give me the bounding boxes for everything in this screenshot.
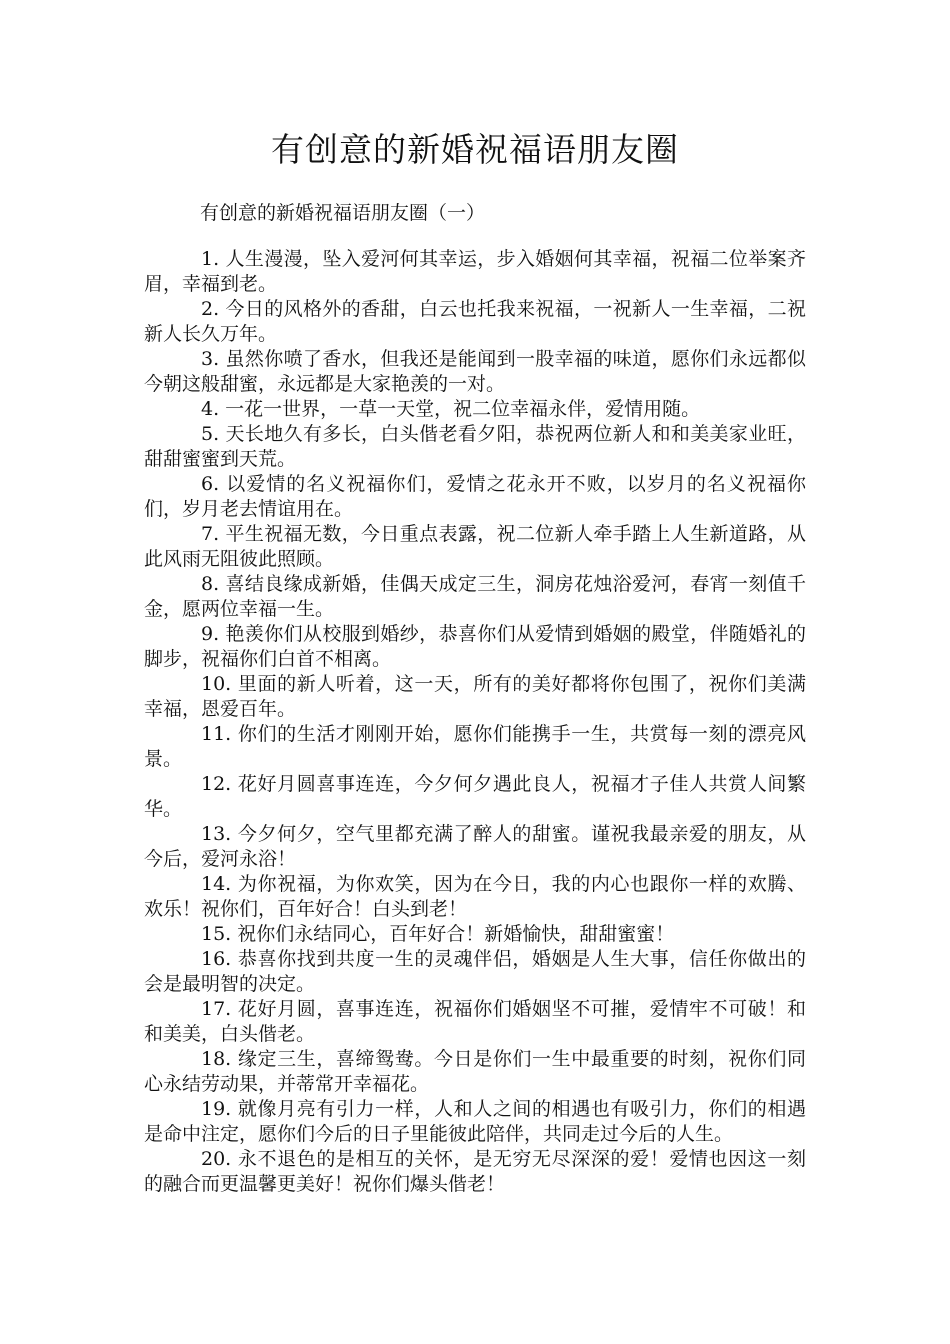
blessing-item-19: 19. 就像月亮有引力一样，人和人之间的相遇也有吸引力，你们的相遇是命中注定，愿你们今后的日子里能彼此陪伴，共同走过今后的人生。 — [144, 1098, 806, 1145]
blessing-item-7: 7. 平生祝福无数，今日重点表露，祝二位新人牵手踏上人生新道路，从此风雨无阻彼此照顾。 — [144, 523, 806, 570]
blessing-item-4: 4. 一花一世界，一草一天堂，祝二位幸福永伴，爱情用随。 — [201, 398, 701, 420]
blessing-item-1: 1. 人生漫漫，坠入爱河何其幸运，步入婚姻何其幸福，祝福二位举案齐眉，幸福到老。 — [144, 248, 806, 295]
blessing-item-5: 5. 天长地久有多长，白头偕老看夕阳，恭祝两位新人和和美美家业旺，甜甜蜜蜜到天荒。 — [144, 423, 806, 470]
blessing-item-6: 6. 以爱情的名义祝福你们，爱情之花永开不败，以岁月的名义祝福你们，岁月老去情谊用在。 — [144, 473, 806, 520]
blessing-item-10: 10. 里面的新人听着，这一天，所有的美好都将你包围了，祝你们美满幸福，恩爱百年。 — [144, 673, 806, 720]
blessing-item-8: 8. 喜结良缘成新婚，佳偶天成定三生，洞房花烛浴爱河，春宵一刻值千金，愿两位幸福一生。 — [144, 573, 806, 620]
blessing-item-14: 14. 为你祝福，为你欢笑，因为在今日，我的内心也跟你一样的欢腾、欢乐！祝你们，百年好合！白头到老！ — [144, 873, 806, 920]
blessing-item-20: 20. 永不退色的是相互的关怀，是无穷无尽深深的爱！爱情也因这一刻的融合而更温馨更美好！祝你们爆头偕老！ — [144, 1148, 806, 1195]
blessing-item-16: 16. 恭喜你找到共度一生的灵魂伴侣，婚姻是人生大事，信任你做出的会是最明智的决定。 — [144, 948, 806, 995]
blessing-item-18: 18. 缘定三生，喜缔鸳鸯。今日是你们一生中最重要的时刻，祝你们同心永结劳动果，并蒂常开幸福花。 — [144, 1048, 806, 1095]
document-title: 有创意的新婚祝福语朋友圈 — [271, 130, 679, 169]
blessing-list — [144, 247, 806, 1197]
blessing-item-2: 2. 今日的风格外的香甜，白云也托我来祝福，一祝新人一生幸福，二祝新人长久万年。 — [144, 298, 806, 345]
blessing-item-15: 15. 祝你们永结同心，百年好合！新婚愉快，甜甜蜜蜜！ — [201, 923, 675, 945]
blessing-item-17: 17. 花好月圆，喜事连连，祝福你们婚姻坚不可摧，爱情牢不可破！和和美美，白头偕老。 — [144, 998, 806, 1045]
blessing-item-11: 11. 你们的生活才刚刚开始，愿你们能携手一生，共赏每一刻的漂亮风景。 — [144, 723, 806, 770]
blessing-item-9: 9. 艳羡你们从校服到婚纱，恭喜你们从爱情到婚姻的殿堂，伴随婚礼的脚步，祝福你们白首不相离。 — [144, 623, 806, 670]
blessing-item-13: 13. 今夕何夕，空气里都充满了醉人的甜蜜。谨祝我最亲爱的朋友，从今后，爱河永浴！ — [144, 823, 806, 870]
blessing-item-12: 12. 花好月圆喜事连连，今夕何夕遇此良人，祝福才子佳人共赏人间繁华。 — [144, 773, 806, 820]
section-heading: 有创意的新婚祝福语朋友圈（一） — [200, 202, 486, 224]
blessing-item-3: 3. 虽然你喷了香水，但我还是能闻到一股幸福的味道，愿你们永远都似今朝这般甜蜜，永远都是大家艳羡的一对。 — [144, 348, 806, 395]
